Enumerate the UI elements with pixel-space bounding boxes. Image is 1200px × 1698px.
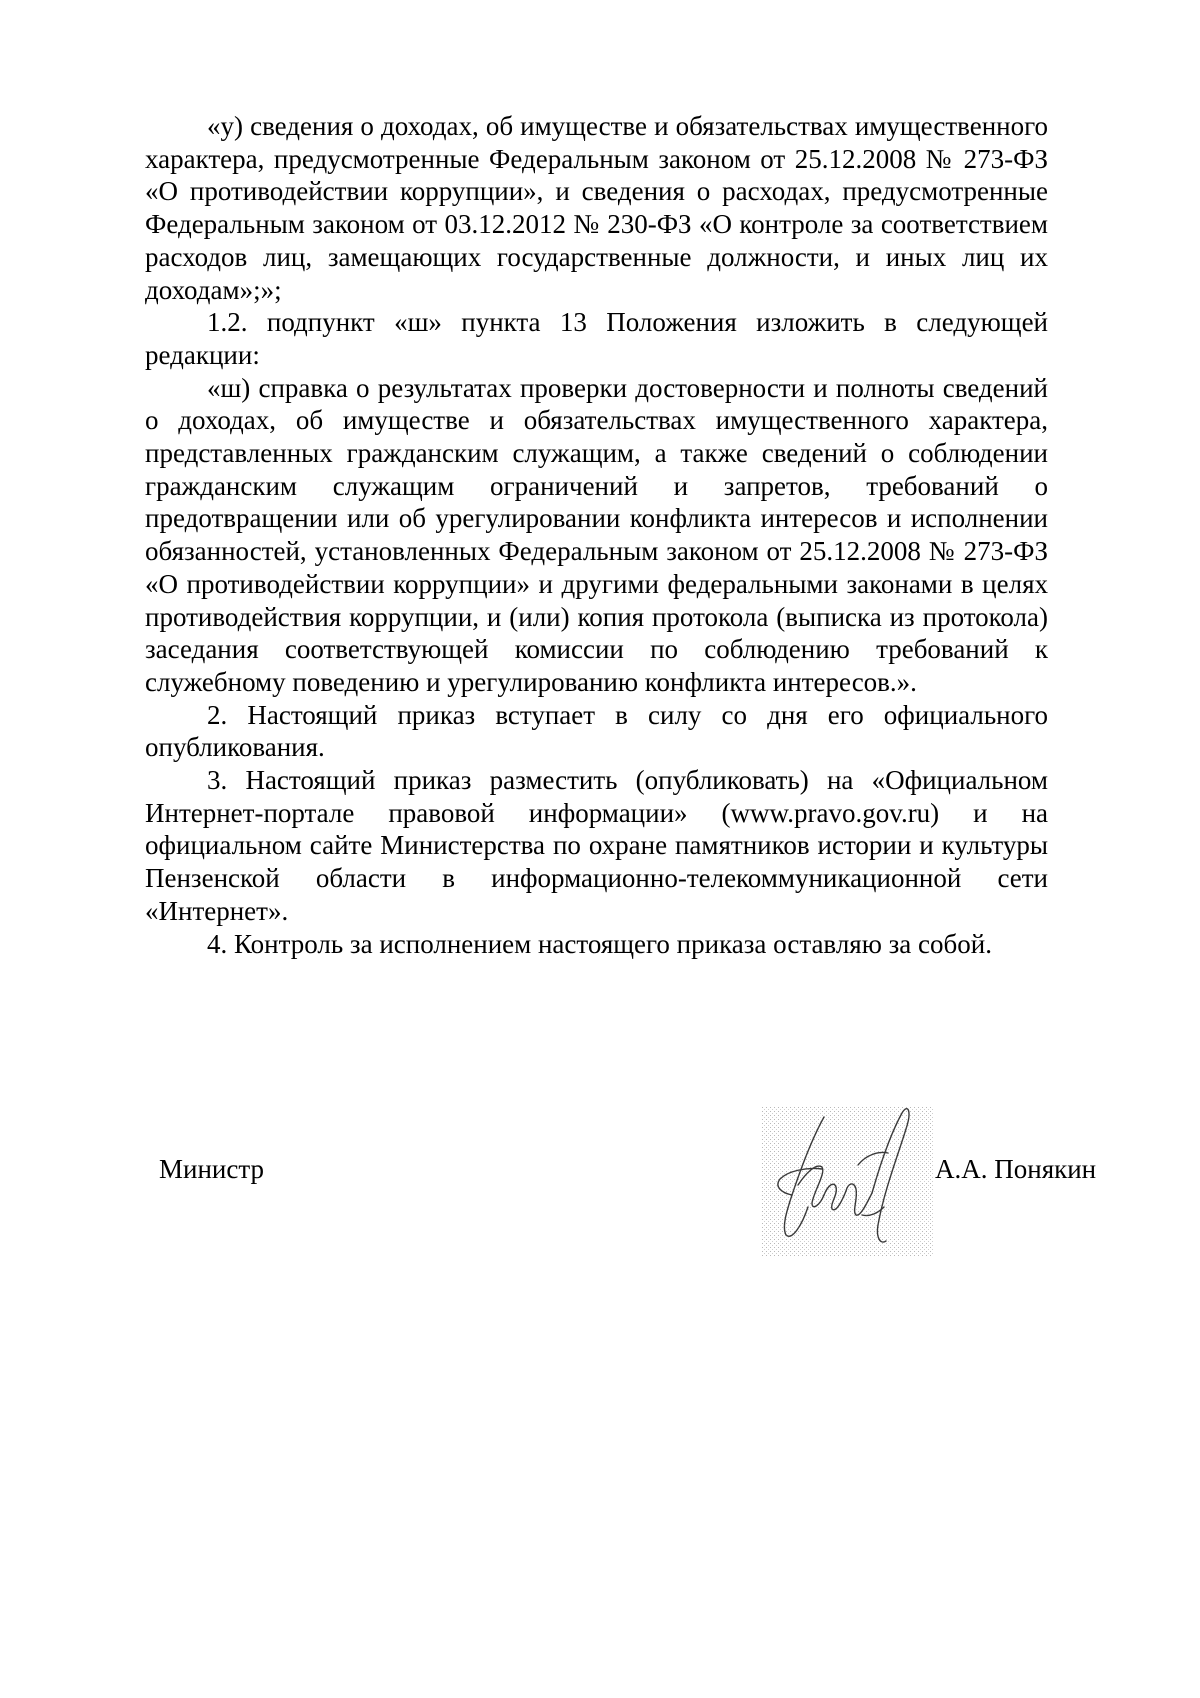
document-body	[145, 110, 1048, 960]
paragraph-subpoint-u: «у) сведения о доходах, об имуществе и обязательствах имущественного характера, предусмотренные Федеральным законом от 25.12.2008 № 273-ФЗ «О противодействии коррупции», и сведения о расходах, предусмотренные Федеральным законом от 03.12.2012 № 230-ФЗ «О контроле за соответствием расходов лиц, замещающих государственные должности, и иных лиц их доходам»;»;	[145, 111, 1048, 305]
signature-block	[145, 1095, 1135, 1265]
paragraph-2: 2. Настоящий приказ вступает в силу со дня его официального опубликования.	[145, 699, 1048, 763]
signer-title: Министр	[159, 1154, 264, 1184]
signer-name: А.А. Понякин	[935, 1154, 1097, 1184]
paragraph-subpoint-sh: «ш) справка о результатах проверки достоверности и полноты сведений о доходах, об имуществе и обязательствах имущественного характера, представленных гражданским служащим, а также сведений о соблюдении гражданским служащим ограничений и запретов, требований о предотвращении или об урегулировании конфликта интересов и исполнении обязанностей, установленных Федеральным законом от 25.12.2008 № 273-ФЗ «О противодействии коррупции» и другими федеральными законами в целях противодействия коррупции, и (или) копия протокола (выписка из протокола) заседания соответствующей комиссии по соблюдению требований к служебному поведению и урегулированию конфликта интересов.».	[145, 372, 1048, 697]
paragraph-3: 3. Настоящий приказ разместить (опубликовать) на «Официальном Интернет-портале правовой информации» (www.pravo.gov.ru) и на официальном сайте Министерства по охране памятников истории и культуры Пензенской области в информационно-телекоммуникационной сети «Интернет».	[145, 765, 1048, 926]
paragraph-1-2: 1.2. подпункт «ш» пункта 13 Положения изложить в следующей редакции:	[145, 307, 1048, 370]
paragraph-4: 4. Контроль за исполнением настоящего приказа оставляю за собой.	[207, 928, 992, 959]
handwritten-signature-icon	[762, 1095, 934, 1265]
